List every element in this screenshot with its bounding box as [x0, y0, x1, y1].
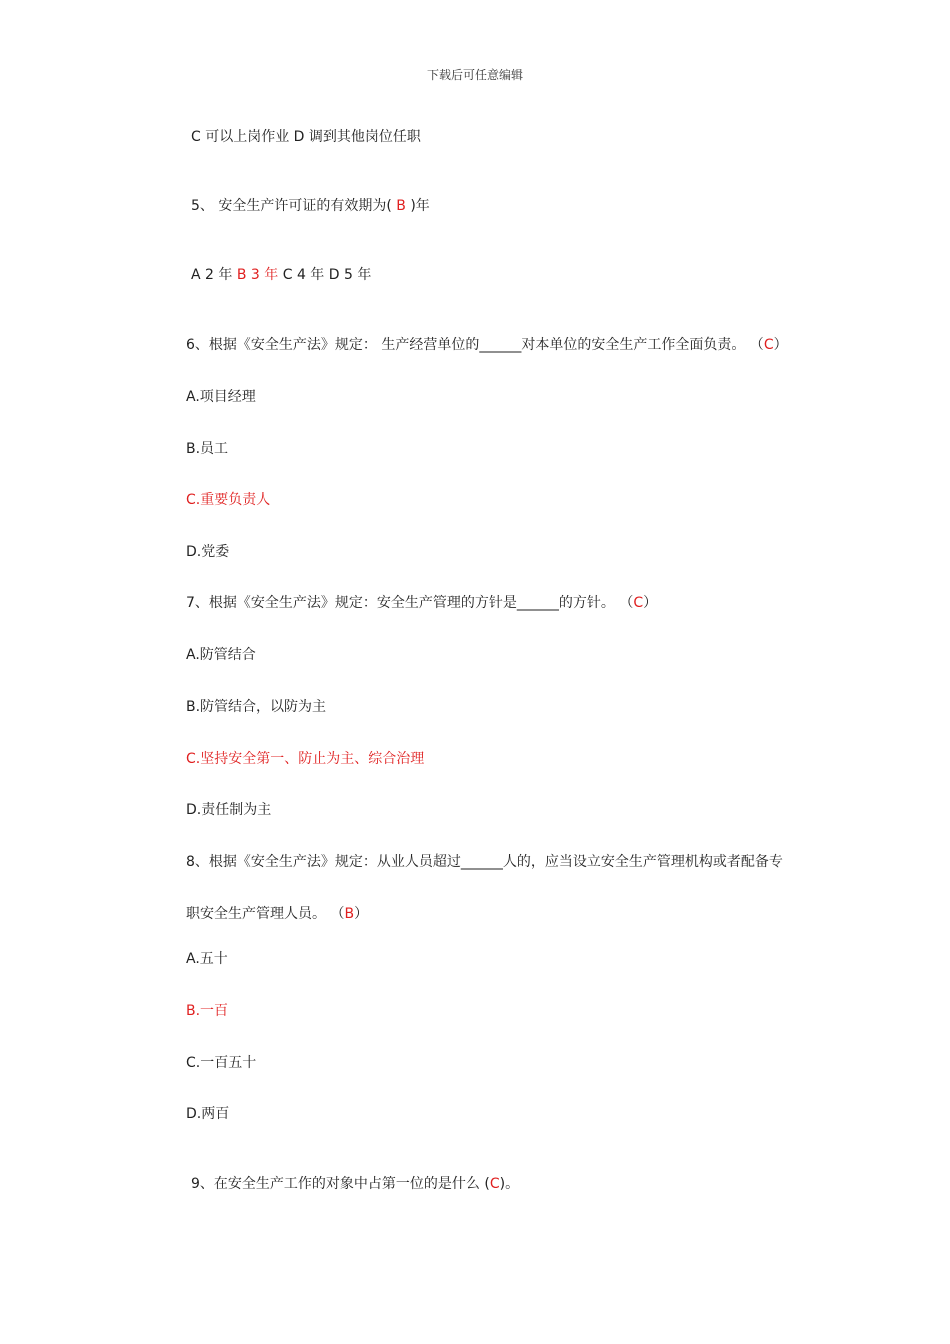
- question-8-text: 职安全生产管理人员。 （: [186, 906, 345, 922]
- question-8-text-end: ）: [354, 906, 369, 922]
- question-9-answer: C: [489, 1176, 500, 1192]
- option-8-d: D.两百: [186, 1106, 230, 1122]
- option-5-a: A 2 年: [191, 267, 237, 283]
- question-6: [186, 336, 788, 354]
- question-9: [191, 1175, 519, 1193]
- option-7-a: A.防管结合: [186, 647, 256, 663]
- question-8-line-1: 8、根据《安全生产法》规定：从业人员超过______人的，应当设立安全生产管理机构或者配备专: [186, 854, 783, 870]
- option-8-a: A.五十: [186, 951, 228, 967]
- option-line-q4-cd: C 可以上岗作业 D 调到其他岗位任职: [191, 129, 421, 145]
- option-7-c-correct: C.坚持安全第一、防止为主、综合治理: [186, 751, 425, 767]
- question-8-line-2: [186, 905, 368, 923]
- option-7-d: D.责任制为主: [186, 802, 272, 818]
- option-6-b: B.员工: [186, 441, 229, 457]
- question-6-text: 6、根据《安全生产法》规定： 生产经营单位的______对本单位的安全生产工作全面负责。 （: [186, 337, 764, 353]
- question-7-text: 7、根据《安全生产法》规定：安全生产管理的方针是______的方针。 （: [186, 595, 634, 611]
- option-6-c-correct: C.重要负责人: [186, 492, 271, 508]
- question-5-answer: B: [391, 198, 411, 214]
- question-5-text: 5、 安全生产许可证的有效期为(: [191, 198, 392, 214]
- question-5: [191, 197, 430, 215]
- option-8-b-correct: B.一百: [186, 1003, 229, 1019]
- question-5-text-end: )年: [410, 198, 430, 214]
- question-5-options: [191, 266, 371, 284]
- question-7-text-end: ）: [643, 595, 658, 611]
- option-6-d: D.党委: [186, 544, 230, 560]
- question-7-answer: C: [633, 595, 644, 611]
- question-9-text-end: )。: [499, 1176, 520, 1192]
- option-8-c: C.一百五十: [186, 1055, 257, 1071]
- question-6-answer: C: [763, 337, 774, 353]
- option-6-a: A.项目经理: [186, 389, 256, 405]
- page-header: 下载后可任意编辑: [426, 68, 523, 82]
- question-9-text: 9、在安全生产工作的对象中占第一位的是什么 (: [191, 1176, 490, 1192]
- option-5-b-correct: B 3 年: [236, 267, 279, 283]
- option-5-cd: C 4 年 D 5 年: [278, 267, 372, 283]
- option-7-b: B.防管结合，以防为主: [186, 699, 327, 715]
- question-7: [186, 594, 657, 612]
- question-8-answer: B: [344, 906, 355, 922]
- question-6-text-end: ）: [773, 337, 788, 353]
